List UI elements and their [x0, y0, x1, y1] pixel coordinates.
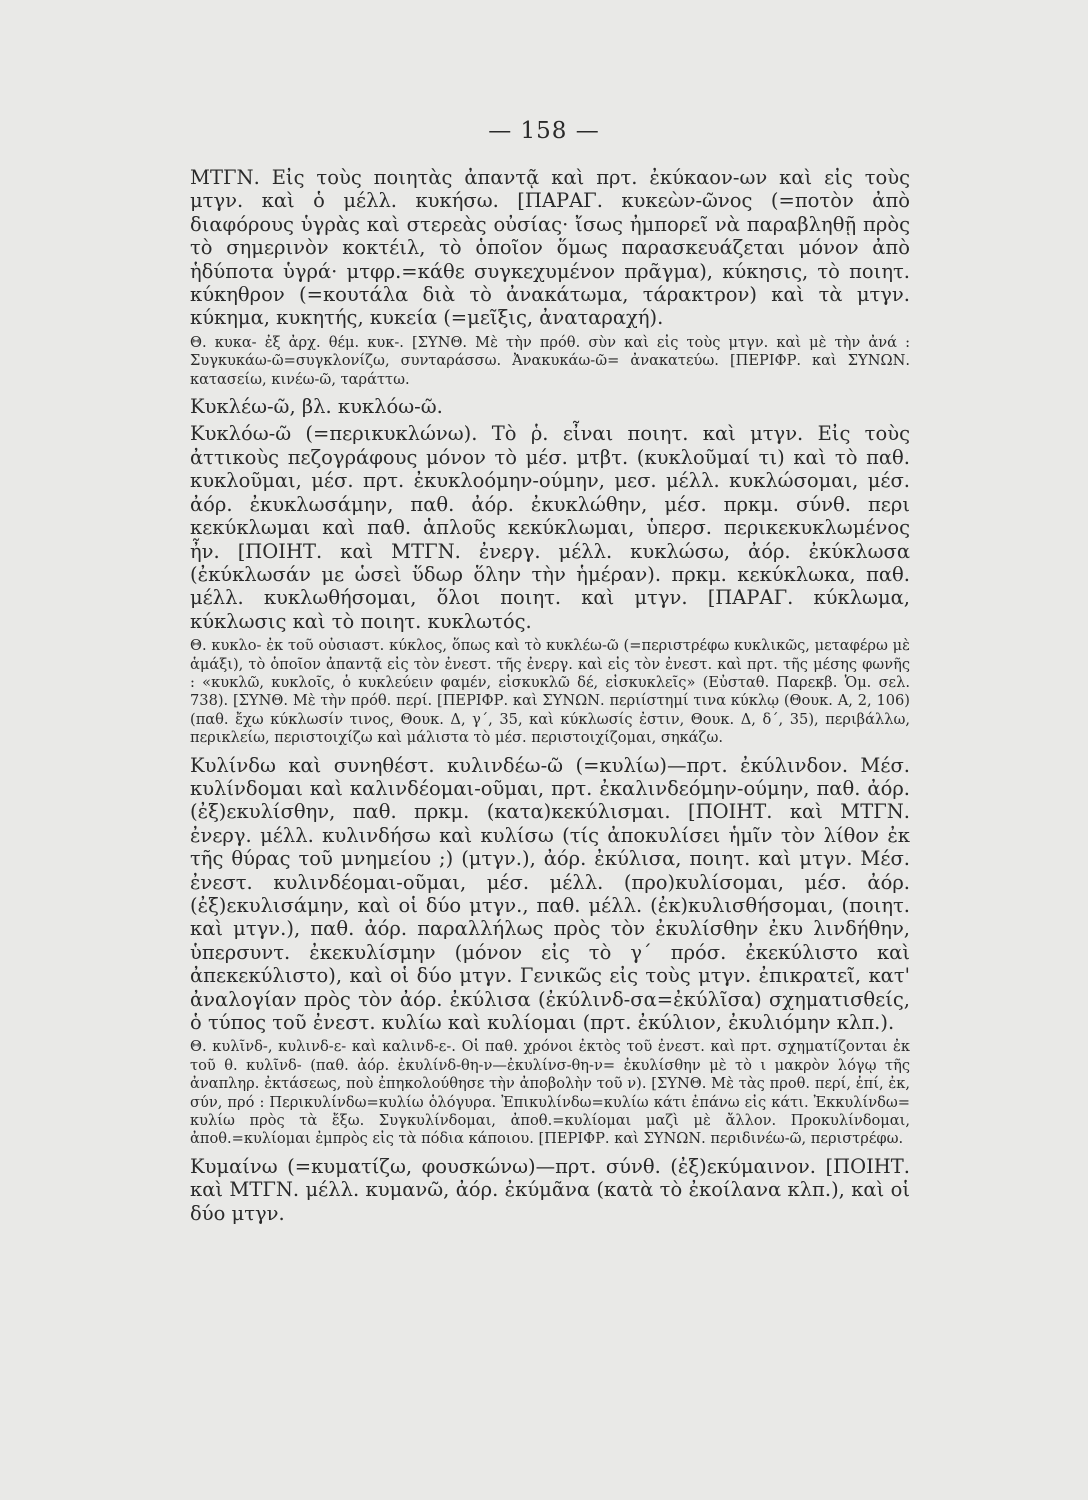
etymology-note-kykao: Θ. κυκα- ἐξ ἀρχ. θέμ. κυκ-. [ΣΥΝΘ. Μὲ τὴν πρόθ. σὺν καὶ εἰς τοὺς μτγν. καὶ μὲ τὴν ἀνά : Συγκυκάω-ῶ=συγκλονίζω, συνταράσσω. Ἀνακυκάω-ῶ= ἀνακατεύω. [ΠΕΡΙΦΡ. καὶ ΣΥΝΩΝ. κατασείω, κινέω-ῶ, ταράττω.	[190, 333, 910, 388]
entry-kykao-continuation: ΜΤΓΝ. Εἰς τοὺς ποιητὰς ἀπαντᾷ καὶ πρτ. ἐκύκαον-ων καὶ εἰς τοὺς μτγν. καὶ ὁ μέλλ. κυκήσω. [ΠΑΡΑΓ. κυκεὼν-ῶνος (=ποτὸν ἀπὸ διαφόρους ὑγρὰς καὶ στερεὰς οὐσίας· ἴσως ἠμπορεῖ νὰ παραβληθῇ πρὸς τὸ σημερινὸν κοκτέιλ, τὸ ὁποῖον ὅμως παρασκευάζεται μόνον ἀπὸ ἡδύποτα ὑγρά· μτφρ.=κάθε συγκεχυμένον πρᾶγμα), κύκησις, τὸ ποιητ. κύκηθρον (=κουτάλα διὰ τὸ ἀνακάτωμα, τάρακτρον) καὶ τὰ μτγν. κύκημα, κυκητής, κυκεία (=μεῖξις, ἀναταραχή).	[190, 166, 910, 330]
entry-kykloo: Κυκλόω-ῶ (=περικυκλώνω). Τὸ ῥ. εἶναι ποιητ. καὶ μτγν. Εἰς τοὺς ἀττικοὺς πεζογράφους μόνον τὸ μέσ. μτβτ. (κυκλοῦμαί τι) καὶ τὸ παθ. κυκλοῦμαι, μέσ. πρτ. ἐκυκλοόμην-ούμην, μεσ. μέλλ. κυκλώσομαι, μέσ. ἀόρ. ἐκυκλωσάμην, παθ. ἀόρ. ἐκυκλώθην, μέσ. πρκμ. σύνθ. περι κεκύκλωμαι καὶ παθ. ἁπλοῦς κεκύκλωμαι, ὑπερσ. περικεκυκλωμένος ἦν. [ΠΟΙΗΤ. καὶ ΜΤΓΝ. ἐνεργ. μέλλ. κυκλώσω, ἀόρ. ἐκύκλωσα (ἐκύκλωσάν με ὡσεὶ ὕδωρ ὅλην τὴν ἡμέραν). πρκμ. κεκύκλωκα, παθ. μέλλ. κυκλωθήσομαι, ὅλοι ποιητ. καὶ μτγν. [ΠΑΡΑΓ. κύκλωμα, κύκλωσις καὶ τὸ ποιητ. κυκλωτός.	[190, 422, 910, 633]
entry-kymaino: Κυμαίνω (=κυματίζω, φουσκώνω)—πρτ. σύνθ. (ἐξ)εκύμαινον. [ΠΟΙΗΤ. καὶ ΜΤΓΝ. μέλλ. κυμανῶ, ἀόρ. ἐκύμᾶνα (κατὰ τὸ ἐκοίλανα κλπ.), καὶ οἱ δύο μτγν.	[190, 1154, 910, 1225]
etymology-note-kykloo: Θ. κυκλο- ἐκ τοῦ οὐσιαστ. κύκλος, ὅπως καὶ τὸ κυκλέω-ῶ (=περιστρέφω κυκλικῶς, μεταφέρω μὲ ἁμάξι), τὸ ὁποῖον ἀπαντᾷ εἰς τὸν ἐνεστ. τῆς ἐνεργ. καὶ εἰς τὸν ἐνεστ. καὶ πρτ. τῆς μέσης φωνῆς : «κυκλῶ, κυκλοῖς, ὁ κυκλεύειν φαμέν, εἰσκυκλῶ δέ, εἰσκυκλεῖς» (Εὐσταθ. Παρεκβ. Ὁμ. σελ. 738). [ΣΥΝΘ. Μὲ τὴν πρόθ. περί. [ΠΕΡΙΦΡ. καὶ ΣΥΝΩΝ. περιίστημί τινα κύκλῳ (Θουκ. Α, 2, 106) (παθ. ἔχω κύκλωσίν τινος, Θουκ. Δ, γ΄, 35, καὶ κύκλωσίς ἐστιν, Θουκ. Δ, δ΄, 35), περιβάλλω, περικλείω, περιστοιχίζω καὶ μάλιστα τὸ μέσ. περιστοιχίζομαι, σηκάζω.	[190, 637, 910, 747]
etymology-note-kylindo: Θ. κυλῖνδ-, κυλινδ-ε- καὶ καλινδ-ε-. Οἱ παθ. χρόνοι ἐκτὸς τοῦ ἐνεστ. καὶ πρτ. σχηματίζονται ἐκ τοῦ θ. κυλῖνδ- (παθ. ἀόρ. ἐκυλίνδ-θη-ν—ἐκυλίνσ-θη-ν= ἐκυλίσθην μὲ τὸ ι μακρὸν λόγῳ τῆς ἀναπληρ. ἐκτάσεως, ποὺ ἐπηκολούθησε τὴν ἀποβολὴν τοῦ ν). [ΣΥΝΘ. Μὲ τὰς προθ. περί, ἐπί, ἐκ, σύν, πρό : Περικυλίνδω=κυλίω ὁλόγυρα. Ἐπικυλίνδω=κυλίω κάτι ἐπάνω εἰς κάτι. Ἐκκυλίνδω= κυλίω πρὸς τὰ ἔξω. Συγκυλίνδομαι, ἀποθ.=κυλίομαι μαζὶ μὲ ἄλλον. Προκυλίνδομαι, ἀποθ.=κυλίομαι ἐμπρὸς εἰς τὰ πόδια κάποιου. [ΠΕΡΙΦΡ. καὶ ΣΥΝΩΝ. περιδινέω-ῶ, περιστρέφω.	[190, 1038, 910, 1148]
entry-kykleo: Κυκλέω-ῶ, βλ. κυκλόω-ῶ.	[190, 395, 443, 419]
text-column	[190, 166, 910, 1229]
page-number: — 158 —	[488, 118, 600, 144]
entry-kylindo: Κυλίνδω καὶ συνηθέστ. κυλινδέω-ῶ (=κυλίω)—πρτ. ἐκύλινδον. Μέσ. κυλίνδομαι καὶ καλινδέομαι-οῦμαι, πρτ. ἐκαλινδεόμην-ούμην, παθ. ἀόρ. (ἐξ)εκυλίσθην, παθ. πρκμ. (κατα)κεκύλισμαι. [ΠΟΙΗΤ. καὶ ΜΤΓΝ. ἐνεργ. μέλλ. κυλινδήσω καὶ κυλίσω (τίς ἀποκυλίσει ἡμῖν τὸν λίθον ἐκ τῆς θύρας τοῦ μνημείου ;) (μτγν.), ἀόρ. ἐκύλισα, ποιητ. καὶ μτγν. Μέσ. ἐνεστ. κυλινδέομαι-οῦμαι, μέσ. μέλλ. (προ)κυλίσομαι, μέσ. ἀόρ. (ἐξ)εκυλισάμην, καὶ οἱ δύο μτγν., παθ. μέλλ. (ἐκ)κυλισθήσομαι, (ποιητ. καὶ μτγν.), παθ. ἀόρ. παραλλήλως πρὸς τὸν ἐκυλίσθην ἐκυ λινδήθην, ὑπερσυντ. ἐκεκυλίσμην (μόνον εἰς τὸ γ΄ πρόσ. ἐκεκύλιστο καὶ ἀπεκεκύλιστο), καὶ οἱ δύο μτγν. Γενικῶς εἰς τοὺς μτγν. ἐπικρατεῖ, κατ' ἀναλογίαν πρὸς τὸν ἀόρ. ἐκύλισα (ἐκύλινδ-σα=ἐκύλῖσα) σχηματισθείς, ὁ τύπος τοῦ ἐνεστ. κυλίω καὶ κυλίομαι (πρτ. ἐκύλιον, ἐκυλιόμην κλπ.).	[190, 753, 910, 1035]
